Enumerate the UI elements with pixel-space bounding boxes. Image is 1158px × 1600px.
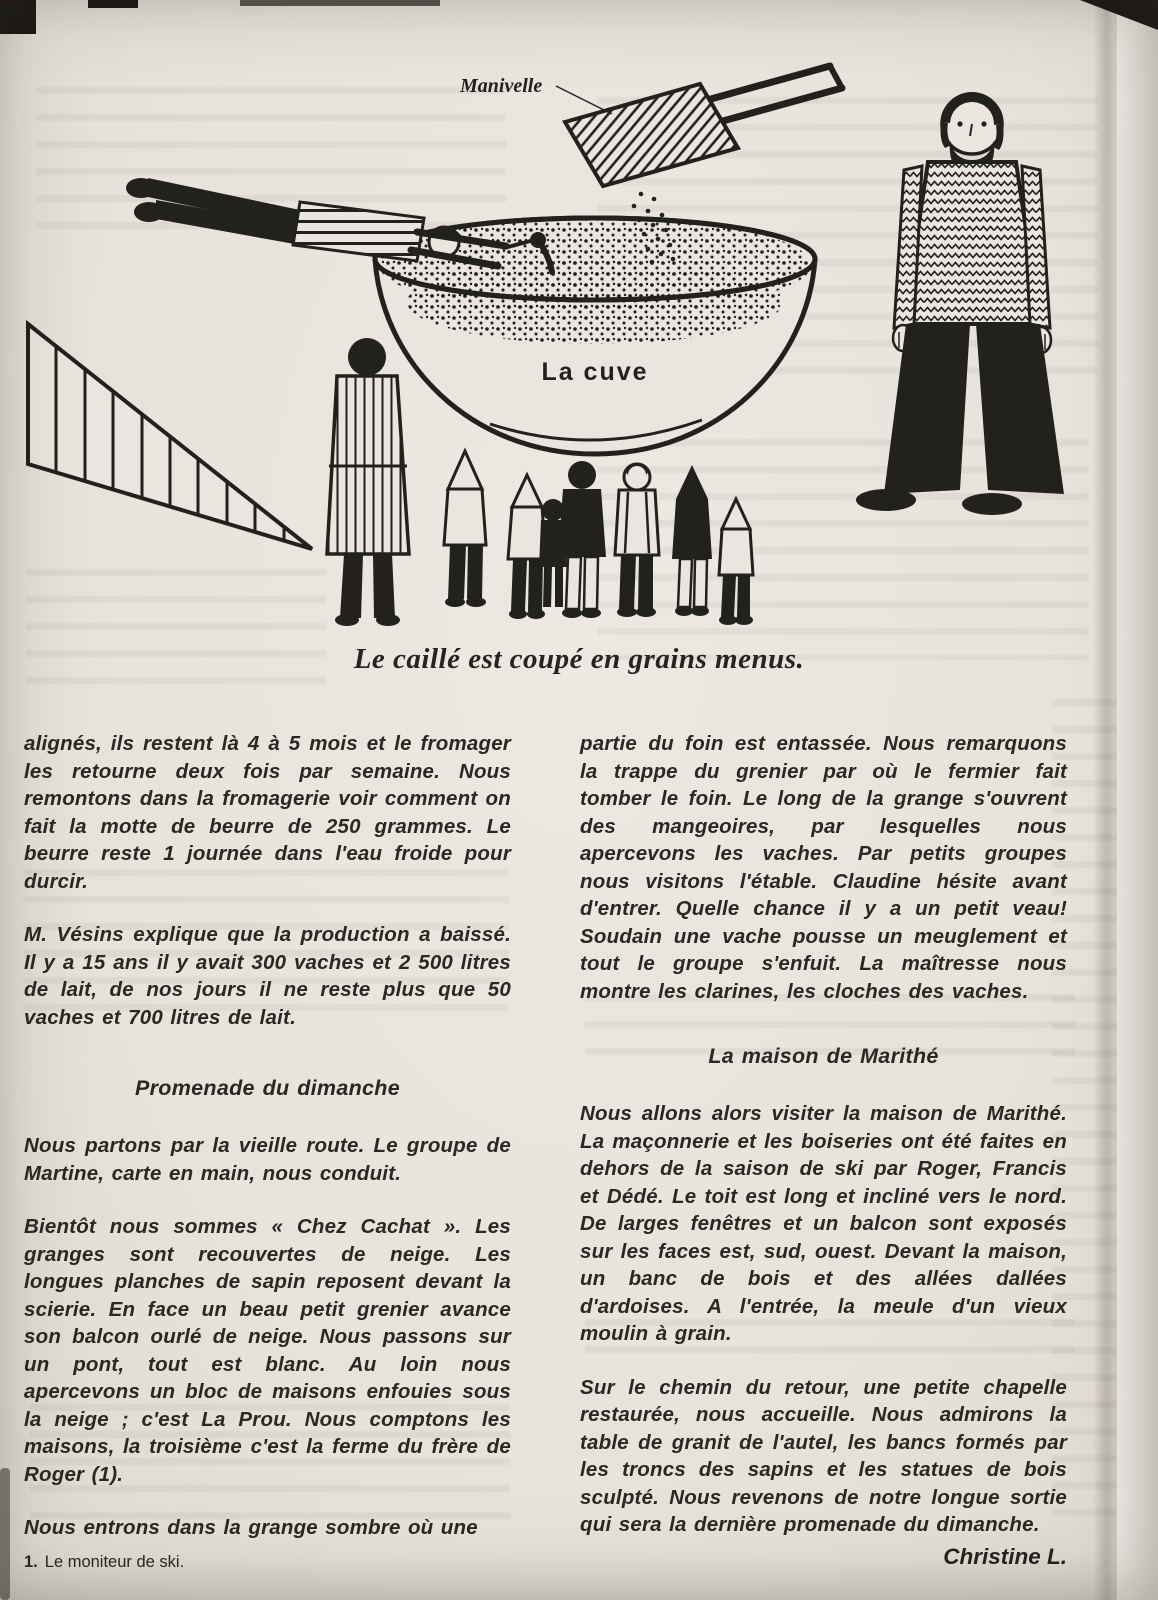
left-column <box>24 730 511 1568</box>
scan-edge-mark <box>240 0 440 6</box>
children-group <box>444 451 753 625</box>
paragraph: Nous entrons dans la grange sombre où une <box>24 1516 478 1539</box>
signature: Christine L. <box>943 1544 1067 1569</box>
cheese-making-illustration <box>0 62 1158 657</box>
paragraph: alignés, ils restent là 4 à 5 mois et le fromager les retourne deux fois par semaine. Nous remontons dans la fromagerie voir comment on fait la motte de beurre de 250 grammes. Le beurre reste 1 journée dans l'eau froide pour durcir. <box>24 732 511 893</box>
section-heading-promenade: Promenade du dimanche <box>135 1076 400 1100</box>
right-column <box>580 730 1067 1565</box>
footnote-text: Le moniteur de ski. <box>44 1553 185 1571</box>
coat-figure <box>327 338 409 626</box>
man-figure <box>856 92 1064 515</box>
footnote <box>24 1553 511 1572</box>
child-figure <box>672 465 712 616</box>
child-figure <box>444 451 486 607</box>
section-heading-maison-marithe: La maison de Marithé <box>708 1044 939 1068</box>
scan-corner-mark <box>0 0 36 34</box>
paragraph: Nous allons alors visiter la maison de Marithé. La maçonnerie et les boiseries ont été faites en dehors de la saison de ski par Roger, Francis et Dédé. Le toit est long et incliné vers le nord. De larges fenêtres et un balcon sont exposés sur les faces est, sud, ouest. Devant la maison, un banc de bois et des allées dallées d'ardoises. A l'entrée, la meule d'un vieux moulin à grain. <box>580 1102 1067 1345</box>
paragraph: Sur le chemin du retour, une petite chapelle restaurée, nous accueille. Nous admirons la table de granit de l'autel, les bancs formés par les troncs des sapins et les statues de bois sculpté. Nous revenons de notre longue sortie qui sera la dernière promenade du dimanche. <box>580 1375 1067 1536</box>
child-figure <box>719 499 753 625</box>
ramp <box>28 324 312 549</box>
illustration-caption: Le caillé est coupé en grains menus. <box>353 643 805 675</box>
paragraph: partie du foin est entassée. Nous remarquons la trappe du grenier par où le fermier fait tomber le foin. Le long de la grange s'ouvrent des mangeoires, par lesquelles nous apercevons les vaches. Par petits groupes nous visitons l'étable. Claudine hésite avant d'entrer. Quelle chance il y a un petit veau! Soudain une vache pousse un meuglement et tout le groupe s'enfuit. La maîtresse nous montre les clarines, les cloches des vaches. <box>580 732 1067 1003</box>
cuve-label: La cuve <box>541 358 649 386</box>
child-figure <box>615 463 659 617</box>
paragraph: Bientôt nous sommes « Chez Cachat ». Les granges sont recouvertes de neige. Les longues planches de sapin reposent devant la scierie. En face un beau petit grenier avance son balcon ourlé de neige. Nous passons sur un pont, tout est blanc. Au loin nous apercevons un bloc de maisons enfouies sous la neige ; c'est La Prou. Nous comptons les maisons, la troisième c'est la ferme du frère de Roger (1). <box>24 1215 511 1486</box>
scan-edge-mark <box>88 0 138 8</box>
scan-edge-smudge <box>0 1468 10 1600</box>
paragraph: M. Vésins explique que la production a baissé. Il y a 15 ans il y avait 300 vaches et 2 500 litres de lait, de nos jours il ne reste plus que 50 vaches et 700 litres de lait. <box>24 923 511 1029</box>
manivelle-label: Manivelle <box>460 75 543 97</box>
child-figure <box>558 461 606 618</box>
paragraph: Nous partons par la vieille route. Le groupe de Martine, carte en main, nous conduit. <box>24 1134 511 1185</box>
footnote-number: 1. <box>24 1553 38 1571</box>
